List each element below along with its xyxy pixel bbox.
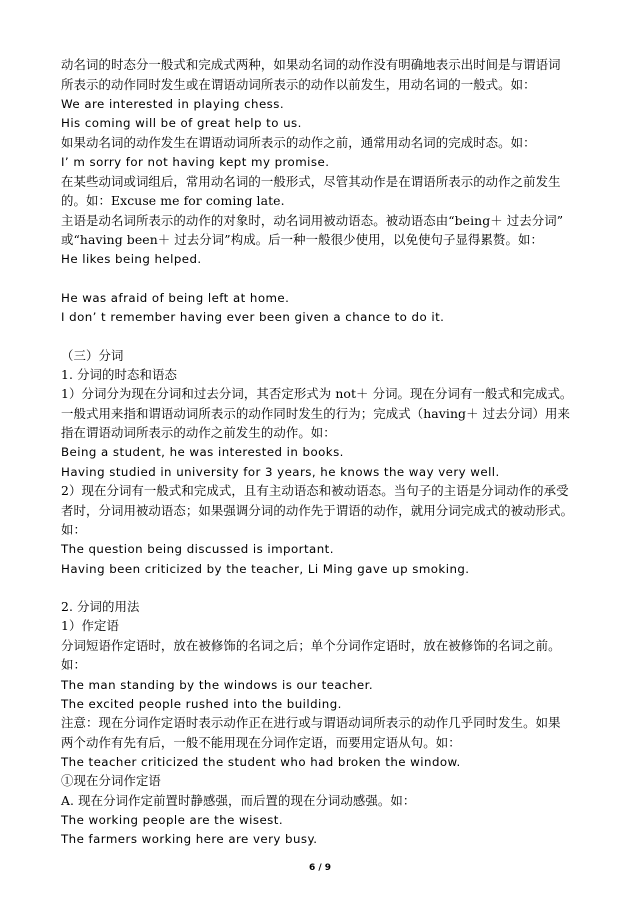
- text-line: Being a student, he was interested in books.: [61, 445, 344, 459]
- text-line: 指在谓语动词所表示的动作之前发生的动作。如：: [61, 425, 336, 440]
- text-line: Having been criticized by the teacher, Li Ming gave up smoking.: [61, 562, 470, 576]
- text-line: 注意：现在分词作定语时表示动作正在进行或与谓语动词所表示的动作几乎同时发生。如果: [61, 715, 561, 730]
- text-line: 如：: [61, 522, 86, 537]
- text-line: 主语是动名词所表示的动作的对象时，动名词用被动语态。被动语态由“being＋ 过去分词”: [61, 213, 564, 228]
- text-line: 两个动作有先有后，一般不能用现在分词作定语，而要用定语从句。如：: [61, 735, 461, 750]
- text-line: The man standing by the windows is our teacher.: [61, 678, 374, 692]
- text-line: 分词短语作定语时，放在被修饰的名词之后；单个分词作定语时，放在被修饰的名词之前。: [61, 638, 561, 653]
- text-line: A. 现在分词作定前置时静感强，而后置的现在分词动感强。如：: [61, 793, 416, 808]
- text-line: 2）现在分词有一般式和完成式，且有主动语态和被动语态。当句子的主语是分词动作的承受: [61, 483, 569, 498]
- text-line: 在某些动词或词组后，常用动名词的一般形式，尽管其动作是在谓语所表示的动作之前发生: [61, 174, 561, 189]
- text-line: 者时，分词用被动语态；如果强调分词的动作先于谓语的动作，就用分词完成式的被动形式。: [61, 503, 574, 518]
- text-line: 动名词的时态分一般式和完成式两种，如果动名词的动作没有明确地表示出时间是与谓语词: [61, 57, 561, 72]
- text-line: His coming will be of great help to us.: [61, 116, 302, 130]
- subsection-heading: 1. 分词的时态和语态: [61, 367, 177, 382]
- text-line: 一般式用来指和谓语动词所表示的动作同时发生的行为；完成式（having＋ 过去分词）用来: [61, 406, 571, 421]
- subsection-heading: 1）作定语: [61, 618, 119, 633]
- page-number: 6 / 9: [308, 863, 332, 873]
- text-line: The excited people rushed into the building.: [61, 697, 342, 711]
- text-line: The farmers working here are very busy.: [61, 832, 318, 846]
- text-line: The working people are the wisest.: [61, 813, 284, 827]
- text-line: I don’ t remember having ever been given a chance to do it.: [61, 310, 445, 324]
- text-line: He was afraid of being left at home.: [61, 291, 290, 305]
- text-line: The teacher criticized the student who had broken the window.: [61, 755, 461, 769]
- text-line: Having studied in university for 3 years, he knows the way very well.: [61, 465, 500, 479]
- subsection-heading: ①现在分词作定语: [61, 773, 161, 788]
- subsection-heading: 2. 分词的用法: [61, 599, 140, 614]
- section-heading: （三）分词: [61, 348, 124, 363]
- text-line: 的。如：Excuse me for coming late.: [61, 193, 285, 208]
- text-line: 如：: [61, 657, 86, 672]
- text-line: 1）分词分为现在分词和过去分词，其否定形式为 not＋ 分词。现在分词有一般式和完成式。: [61, 386, 573, 401]
- text-line: 如果动名词的动作发生在谓语动词所表示的动作之前，通常用动名词的完成时态。如：: [61, 135, 536, 150]
- text-line: I’ m sorry for not having kept my promise.: [61, 155, 330, 169]
- text-line: 所表示的动作同时发生或在谓语动词所表示的动作以前发生，用动名词的一般式。如：: [61, 77, 536, 92]
- text-line: We are interested in playing chess.: [61, 97, 285, 111]
- text-line: He likes being helped.: [61, 252, 202, 266]
- text-line: The question being discussed is important.: [61, 542, 334, 556]
- text-line: 或“having been＋ 过去分词”构成。后一种一般很少使用，以免使句子显得累赘。如：: [61, 232, 543, 247]
